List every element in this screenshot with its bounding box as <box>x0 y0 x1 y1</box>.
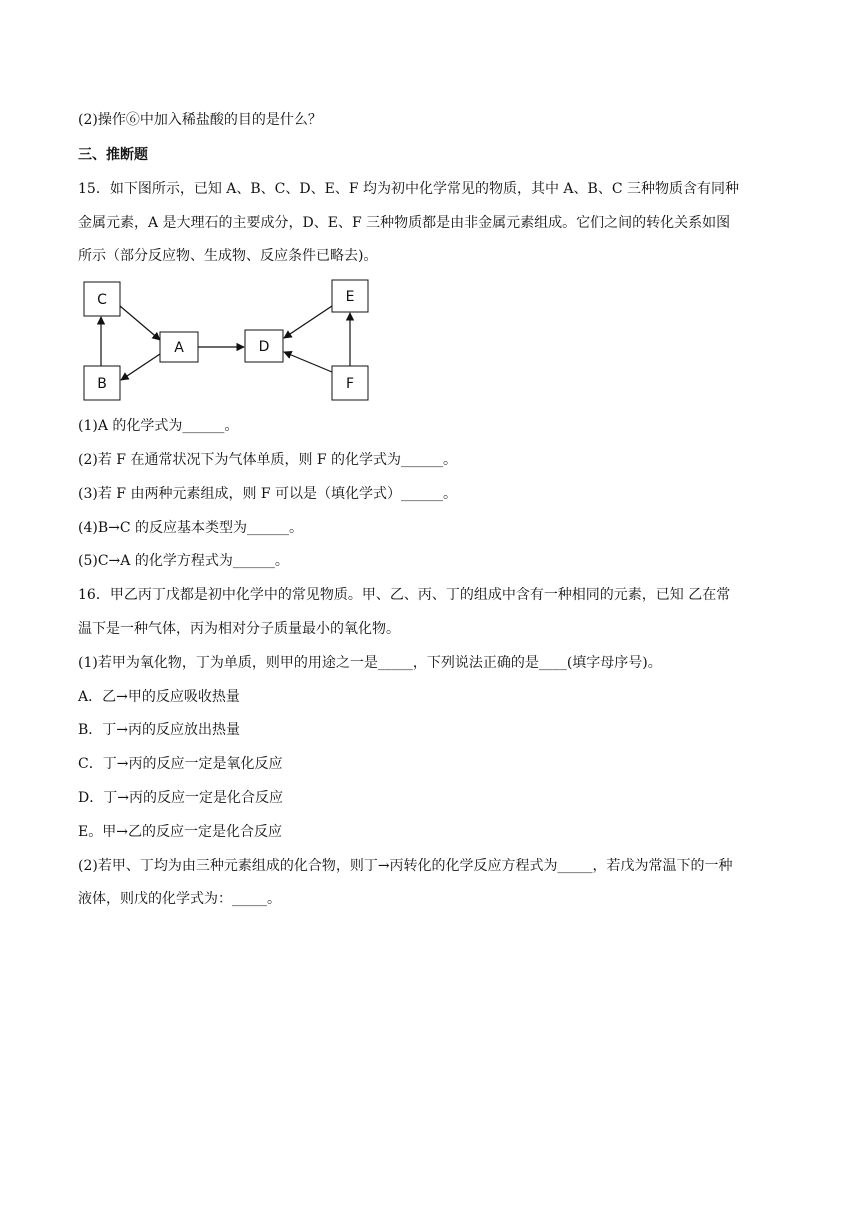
q16-option-c: C．丁→丙的反应一定是氧化反应 <box>78 756 283 772</box>
arrow-c-to-a <box>120 306 160 340</box>
node-c-label: C <box>97 292 107 308</box>
q15-sub1: (1)A 的化学式为______。 <box>78 418 239 434</box>
node-b-label: B <box>97 376 107 392</box>
q16-option-d: D．丁→丙的反应一定是化合反应 <box>78 790 283 806</box>
q15-intro-line1: 15．如下图所示，已知 A、B、C、D、E、F 均为初中化学常见的物质，其中 A、B、C 三种物质含有同种 <box>78 181 739 197</box>
q15-sub4: (4)B→C 的反应基本类型为______。 <box>78 520 304 536</box>
q15-sub5: (5)C→A 的化学方程式为______。 <box>78 553 289 569</box>
arrow-b-to-a <box>121 354 160 380</box>
arrow-e-to-d <box>284 306 332 338</box>
q16-sub2-line1: (2)若甲、丁均为由三种元素组成的化合物，则丁→丙转化的化学反应方程式为_____，若戊为常温下的一种 <box>78 858 733 874</box>
q15-sub3: (3)若 F 由两种元素组成，则 F 可以是（填化学式）______。 <box>78 486 458 502</box>
q16-option-a: A．乙→甲的反应吸收热量 <box>78 689 240 705</box>
node-f-label: F <box>345 376 355 392</box>
q16-intro-line1: 16．甲乙丙丁戊都是初中化学中的常见物质。甲、乙、丙、丁的组成中含有一种相同的元素，已知 乙在常 <box>78 587 731 603</box>
node-d-label: D <box>258 339 270 355</box>
section-heading: 三、推断题 <box>78 147 148 163</box>
conversion-diagram <box>78 276 378 404</box>
arrow-f-to-d <box>284 352 332 372</box>
q16-option-e: E。甲→乙的反应一定是化合反应 <box>78 824 282 840</box>
q14-part2: (2)操作⑥中加入稀盐酸的目的是什么？ <box>78 112 322 128</box>
q16-option-b: B．丁→丙的反应放出热量 <box>78 722 241 738</box>
q16-sub1: (1)若甲为氧化物，丁为单质，则甲的用途之一是_____，下列说法正确的是____(填字母序号)。 <box>78 655 662 671</box>
node-e-label: E <box>345 289 355 305</box>
node-a-label: A <box>174 340 184 356</box>
q15-intro-line2: 金属元素，A 是大理石的主要成分，D、E、F 三种物质都是由非金属元素组成。它们之间的转化关系如图 <box>78 215 731 231</box>
q15-sub2: (2)若 F 在通常状况下为气体单质，则 F 的化学式为______。 <box>78 452 458 468</box>
q16-sub2-line2: 液体，则戊的化学式为：_____。 <box>78 891 281 907</box>
q16-intro-line2: 温下是一种气体，丙为相对分子质量最小的氧化物。 <box>78 621 400 637</box>
q15-intro-line3: 所示（部分反应物、生成物、反应条件已略去)。 <box>78 248 378 264</box>
